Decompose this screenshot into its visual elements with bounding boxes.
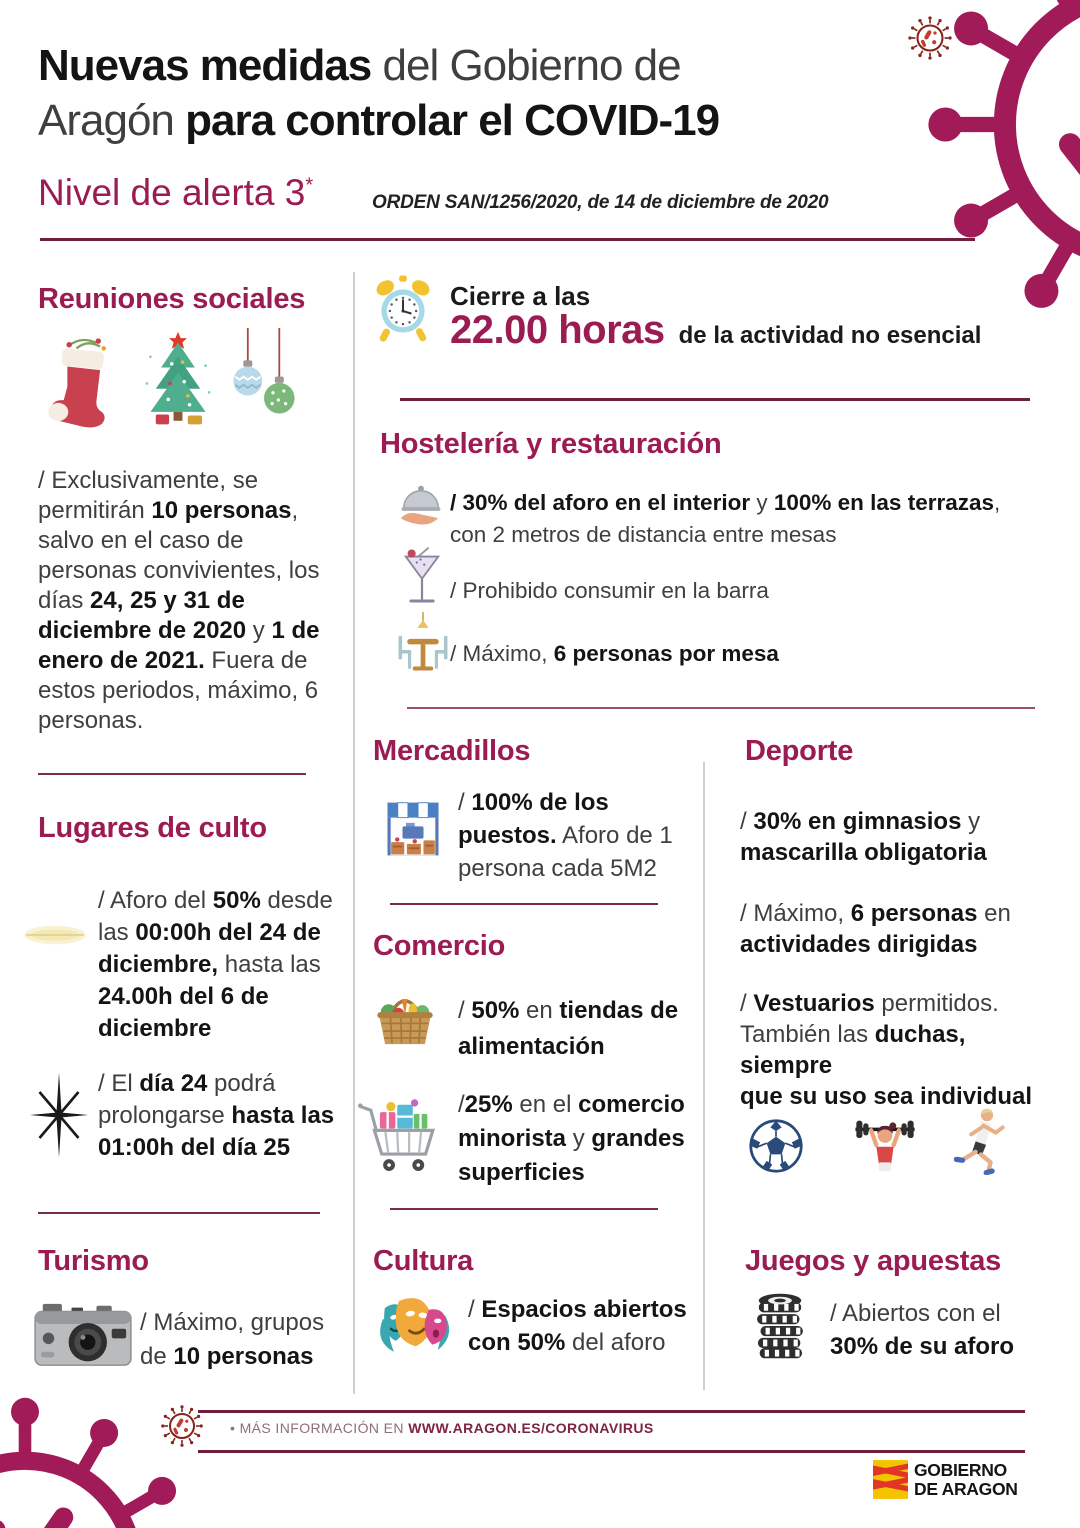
footer-divider-top — [198, 1410, 1025, 1413]
page-title: Nuevas medidas del Gobierno de Aragón para controlar el COVID-19 — [38, 41, 720, 145]
section-title-turismo: Turismo — [38, 1245, 149, 1277]
deporte-item-gimnasios: / 30% en gimnasios y mascarilla obligatoria — [740, 808, 987, 866]
reuniones-body: / Exclusivamente, se permitirán 10 personas, salvo en el caso de personas convivientes, los días 24, 25 y 31 de diciembre de 2020 y 1 de enero de 2021. Fuera de estos periodos, máximo, 6 personas. — [38, 467, 320, 734]
deporte-item-vestuarios: / Vestuarios permitidos. También las duchas, siempre que su uso sea individual — [740, 990, 1033, 1110]
section-title-juegos: Juegos y apuestas — [745, 1245, 1002, 1277]
market-stall-icon — [385, 800, 441, 858]
reuniones-divider — [38, 773, 306, 775]
theater-masks-icon — [372, 1288, 456, 1361]
order-reference: ORDEN SAN/1256/2020, de 14 de diciembre de 2020 — [372, 192, 829, 213]
ornaments-icon — [228, 328, 300, 427]
vertical-divider-left — [353, 272, 355, 1394]
culto-divider — [38, 1212, 320, 1214]
closure-scope: de la actividad no esencial — [678, 322, 982, 349]
mercadillos-item: / 100% de los puestos. Aforo de 1 persona cada 5M2 — [458, 789, 673, 882]
alert-level — [38, 172, 313, 214]
culto-item-aforo: / Aforo del 50% desde las 00:00h del 24 de diciembre, hasta las 24.00h del 6 de diciembre — [98, 887, 333, 1042]
header-divider — [40, 238, 975, 241]
poker-chips-icon — [752, 1292, 808, 1360]
comercio-divider — [390, 1208, 658, 1210]
alert-asterisk: * — [305, 174, 314, 197]
aragon-flag-icon — [873, 1460, 908, 1499]
closure-line — [450, 308, 981, 353]
section-title-comercio: Comercio — [373, 930, 506, 962]
grocery-basket-icon — [373, 988, 437, 1050]
cocktail-icon — [402, 546, 442, 610]
mercadillos-divider — [390, 903, 658, 905]
culto-item-dia24: / El día 24 podrá prolongarse hasta las 01:00h del día 25 — [98, 1070, 335, 1161]
closure-time: 22.00 horas — [450, 308, 665, 352]
deporte-item-actividades: / Máximo, 6 personas en actividades dirigidas — [740, 900, 1011, 958]
gobierno-line: GOBIERNO — [914, 1460, 1007, 1480]
hosteleria-item-mesa: / Máximo, 6 personas por mesa — [450, 641, 779, 666]
closure-divider — [400, 398, 1030, 401]
candle-icon — [22, 922, 88, 948]
virus-large-icon — [925, 0, 1080, 337]
section-title-culto: Lugares de culto — [38, 812, 267, 844]
juegos-item: / Abiertos con el 30% de su aforo — [830, 1300, 1015, 1360]
comercio-item-minorista: /25% en el comercio minorista y grandes superficies — [458, 1091, 685, 1186]
christmas-tree-icon — [138, 330, 218, 428]
camera-icon — [33, 1300, 133, 1369]
shopping-cart-icon — [358, 1092, 442, 1176]
runner-icon — [952, 1106, 1008, 1175]
section-title-deporte: Deporte — [745, 735, 854, 767]
footer-divider-bottom — [198, 1450, 1025, 1453]
aragon-line: DE ARAGON — [914, 1478, 1018, 1499]
gobierno-aragon-text — [914, 1461, 1018, 1498]
alert-level-text: Nivel de alerta 3 — [38, 172, 306, 213]
section-title-hosteleria: Hostelería y restauración — [380, 428, 722, 460]
cloche-icon — [398, 482, 444, 534]
hosteleria-divider — [407, 707, 1035, 709]
section-title-mercadillos: Mercadillos — [373, 735, 531, 767]
section-title-reuniones: Reuniones sociales — [38, 283, 306, 315]
footer-bullet: • — [230, 1420, 236, 1436]
turismo-item: / Máximo, grupos de 10 personas — [140, 1309, 325, 1370]
virus-small-bottom-icon — [158, 1402, 206, 1450]
christmas-stocking-icon — [40, 332, 122, 432]
weightlifting-icon — [852, 1112, 918, 1178]
hosteleria-item-barra: / Prohibido consumir en la barra — [450, 578, 769, 603]
footer-info-url: WWW.ARAGON.ES/CORONAVIRUS — [408, 1420, 654, 1436]
comercio-item-alimentacion: / 50% en tiendas de alimentación — [458, 997, 679, 1060]
table-chairs-icon — [393, 612, 453, 680]
alarm-clock-icon — [372, 274, 434, 345]
footer-info — [230, 1420, 654, 1436]
closure-intro: Cierre a las — [450, 281, 591, 311]
cultura-item: / Espacios abiertos con 50% del aforo — [468, 1296, 687, 1356]
hosteleria-item-aforo: / 30% del aforo en el interior y 100% en las terrazas, con 2 metros de distancia entre mesas — [450, 490, 1001, 547]
bethlehem-star-icon — [28, 1072, 90, 1158]
soccer-ball-icon — [748, 1118, 804, 1174]
footer-info-label: MÁS INFORMACIÓN EN — [239, 1420, 409, 1436]
gobierno-aragon-logo — [873, 1460, 1018, 1499]
section-title-cultura: Cultura — [373, 1245, 474, 1277]
